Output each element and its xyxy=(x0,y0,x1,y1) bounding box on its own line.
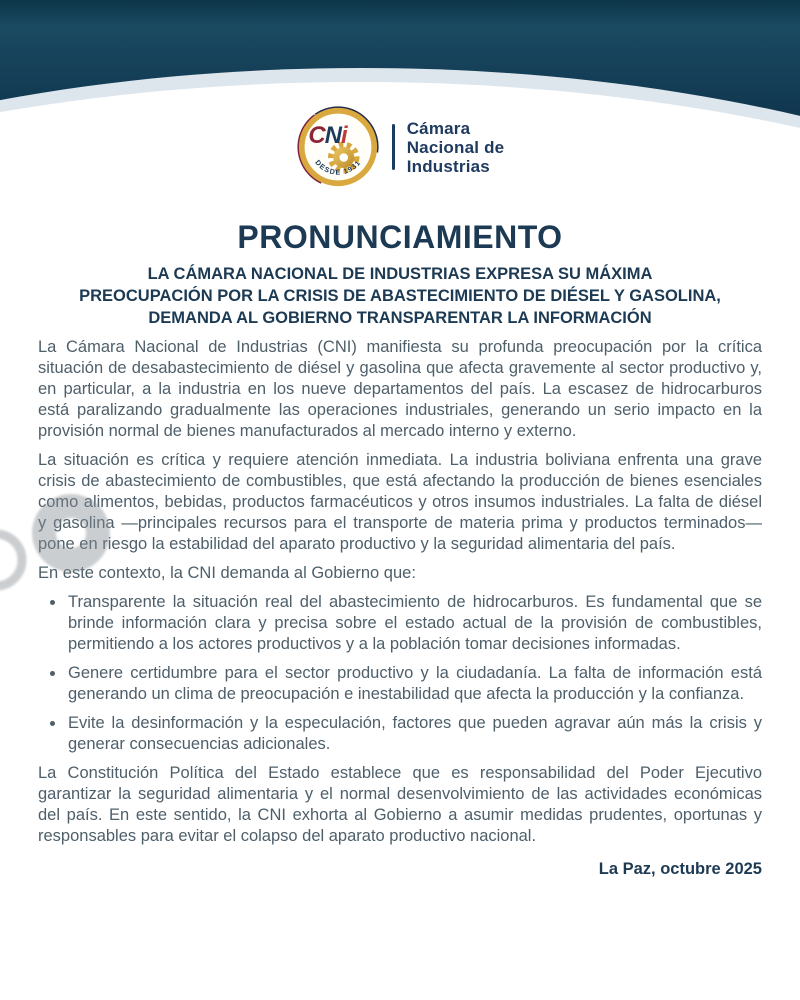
demands-list xyxy=(38,592,762,755)
document-content xyxy=(0,215,800,880)
dateline: La Paz, octubre 2025 xyxy=(598,860,762,878)
paragraph-crisis: La situación es crítica y requiere atención inmediata. La industria boliviana enfrenta una grave crisis de abastecimiento de combustibles, que está afectando la producción de bienes esenciales como alimentos, bebidas, productos farmacéuticos y otros insumos industriales. La falta de diésel y gasolina —principales recursos para el transporte de materia prima y productos terminados— pone en riesgo la estabilidad del aparato productivo y la seguridad alimentaria del país. xyxy=(38,451,762,553)
cni-logo xyxy=(0,104,800,190)
body-text xyxy=(38,337,762,880)
demand-item-transparency: • Transparente la situación real del abastecimiento de hidrocarburos. Es fundamental que se brinde información clara y precisa sobre el estado actual de la provisión de combustibles, permitiendo a los actores productivos y a la población tomar decisiones informadas. xyxy=(66,592,762,655)
logo-divider xyxy=(392,124,395,170)
org-name-line: Cámara xyxy=(406,118,471,138)
org-name-line: Industrias xyxy=(406,156,490,176)
org-name xyxy=(407,119,505,176)
pronouncement-title: PRONUNCIAMIENTO xyxy=(237,219,563,255)
cni-monogram: CNi xyxy=(308,122,347,150)
header-banner xyxy=(0,0,800,215)
demand-item-disinformation: • Evite la desinformación y la especulación, factores que pueden agravar aún más la crisis y generar consecuencias adicionales. xyxy=(66,713,762,755)
demands-intro: En este contexto, la CNI demanda al Gobierno que: xyxy=(38,564,416,582)
paragraph-situation: La Cámara Nacional de Industrias (CNI) manifiesta su profunda preocupación por la crítica situación de desabastecimiento de diésel y gasolina que afecta gravemente al sector productivo y, en particular, a la industria en los nueve departamentos del país. La escasez de hidrocarburos está paralizando gradualmente las operaciones industriales, generando un serio impacto en la provisión normal de bienes manufacturados al mercado interno y externo. xyxy=(38,338,762,440)
org-name-line: Nacional de xyxy=(406,137,505,157)
subtitle-line: DEMANDA AL GOBIERNO TRANSPARENTAR LA INFORMACIÓN xyxy=(148,309,652,327)
cni-emblem-icon xyxy=(296,104,380,190)
desde-1931-tagline: DESDE 1931 xyxy=(313,158,363,177)
demand-item-certainty: • Genere certidumbre para el sector productivo y la ciudadanía. La falta de información está generando un clima de preocupación e inestabilidad que afecta la producción y la confianza. xyxy=(66,663,762,705)
subtitle-line: LA CÁMARA NACIONAL DE INDUSTRIAS EXPRESA SU MÁXIMA xyxy=(147,265,653,283)
closing-paragraph: La Constitución Política del Estado establece que es responsabilidad del Poder Ejecutivo garantizar la seguridad alimentaria y el normal desenvolvimiento de las actividades económicas del país. En este sentido, la CNI exhorta al Gobierno a asumir medidas prudentes, oportunas y responsables para evitar el colapso del aparato productivo nacional. xyxy=(38,764,762,845)
pronouncement-subtitle xyxy=(38,263,762,329)
subtitle-line: PREOCUPACIÓN POR LA CRISIS DE ABASTECIMIENTO DE DIÉSEL Y GASOLINA, xyxy=(79,287,721,305)
